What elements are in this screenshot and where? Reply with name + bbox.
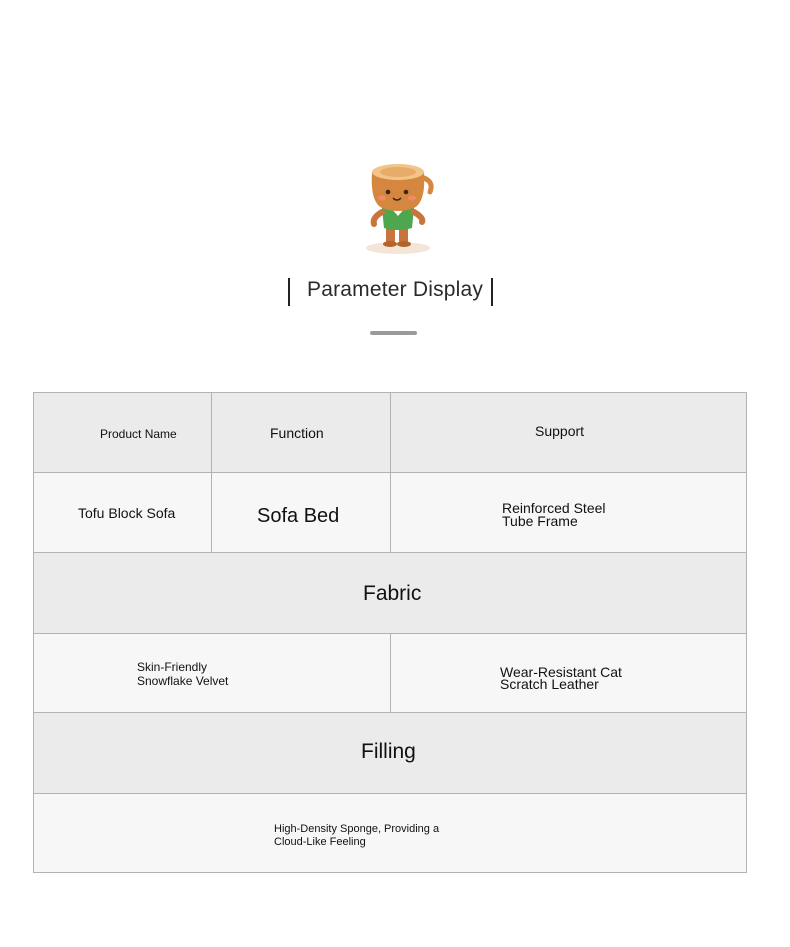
support-value-line1: Reinforced Steel <box>502 500 606 516</box>
mascot-illustration <box>360 158 436 256</box>
fabric-header-row <box>34 553 746 633</box>
fabric-option-2-line2: Scratch Leather <box>500 676 599 692</box>
table-row <box>34 794 746 872</box>
title-right-bar <box>491 278 493 306</box>
column-divider <box>390 634 391 712</box>
fabric-label: Fabric <box>363 582 422 605</box>
page-title: Parameter Display <box>307 278 484 301</box>
filling-value-line2: Cloud-Like Feeling <box>274 836 366 848</box>
function-value: Sofa Bed <box>257 505 340 527</box>
header-function: Function <box>270 425 324 441</box>
column-divider <box>211 393 212 553</box>
support-value-line2: Tube Frame <box>502 513 578 529</box>
filling-value-line1: High-Density Sponge, Providing a <box>274 823 440 835</box>
header-support: Support <box>535 423 585 439</box>
column-divider <box>390 393 391 553</box>
product-name-value: Tofu Block Sofa <box>78 505 176 521</box>
filling-label: Filling <box>361 740 416 763</box>
section-title <box>288 278 494 308</box>
fabric-option-1-line2: Snowflake Velvet <box>137 674 229 688</box>
fabric-option-2-line1: Wear-Resistant Cat <box>500 664 622 680</box>
tree-stump-mascot-icon <box>360 158 436 256</box>
title-underline-accent <box>370 331 417 335</box>
filling-header-row <box>34 713 746 793</box>
title-left-bar <box>288 278 290 306</box>
fabric-option-1-line1: Skin-Friendly <box>137 660 208 674</box>
header-product-name: Product Name <box>100 427 177 441</box>
parameter-table <box>33 392 747 873</box>
